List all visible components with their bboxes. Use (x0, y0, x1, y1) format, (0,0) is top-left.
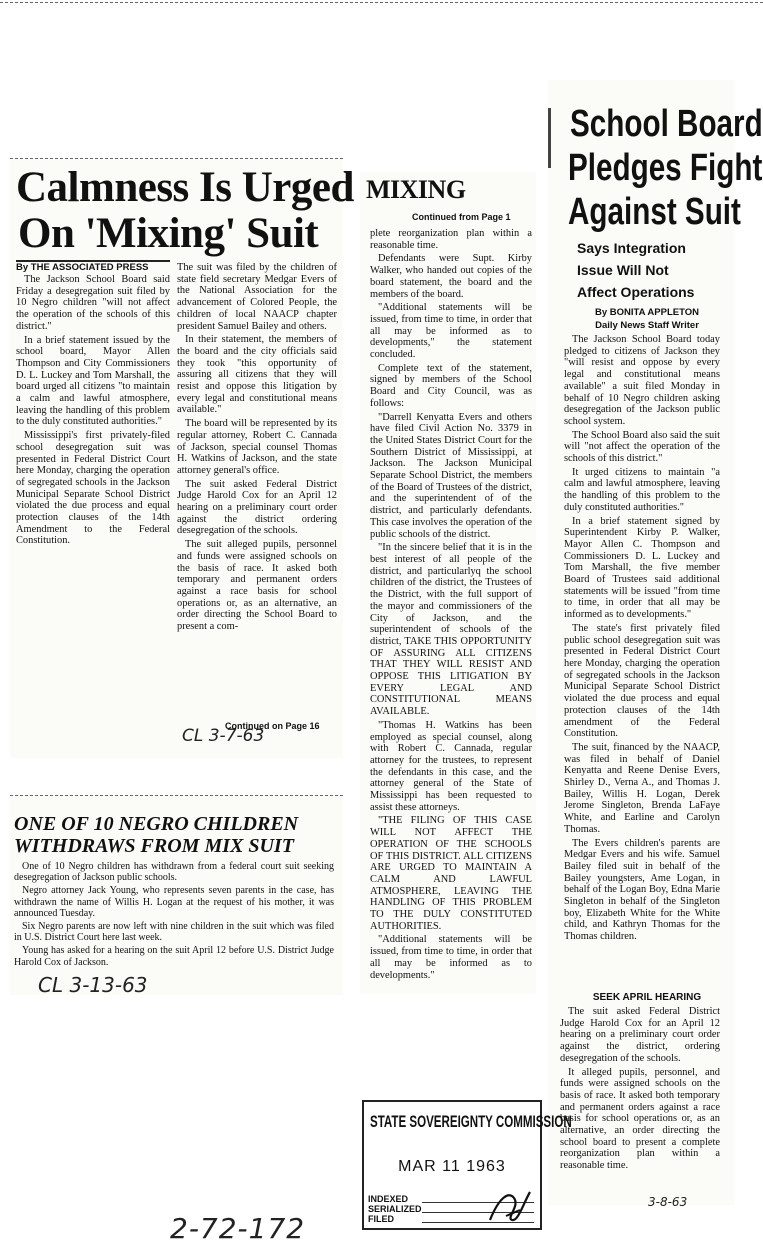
paragraph: In their statement, the members of the board and the city officials said they took "this opportunity of assuring all citizens that they will resist and oppose this litigation by every legal and constitutional means available." (177, 334, 337, 416)
paragraph: Young has asked for a hearing on the suit April 12 before U.S. District Judge Harold Cox of Jackson. (14, 945, 334, 968)
article-body (14, 861, 334, 970)
subheadline-line3: Affect Operations (577, 284, 695, 300)
handwritten-file-number: 2-72-172 (170, 1212, 306, 1245)
subheadline-line2: Issue Will Not (577, 262, 669, 278)
signature-mark-icon (484, 1180, 534, 1226)
column-1 (16, 274, 170, 549)
paragraph: The suit asked Federal District Judge Harold Cox for an April 12 hearing on a preliminary court order against the district, ordering desegregation of the schools. (560, 1006, 720, 1064)
paragraph: The suit was filed by the children of state field secretary Medgar Evers of the National Association for the advancement of Colored People, the children of local NAACP chapter president Samuel Bailey and others. (177, 262, 337, 332)
byline: By BONITA APPLETON (595, 307, 699, 318)
paragraph: Mississippi's first privately-filed school desegregation suit was presented in Federal District Court here Monday, charging the operation of segregated schools in the Jackson Municipal Separate School District violated the due process and equal protection clauses of the 14th Amendment to the Federal Constitution. (16, 430, 170, 547)
byline-title: Daily News Staff Writer (595, 320, 699, 331)
paragraph: "Additional statements will be issued, from time to time, in order that all may be informed as to developments," the statement concluded. (370, 302, 532, 361)
paragraph: Complete text of the statement, signed by members of the School Board and City Council, was as follows: (370, 362, 532, 409)
paragraph: It urged citizens to maintain "a calm and lawful atmosphere, leaving the handling of this problem to the duly constituted authorities." (564, 466, 720, 513)
clip-border-top (10, 158, 343, 159)
paragraph: The Evers children's parents are Medgar Evers and his wife. Samuel Bailey filed suit in behalf of the Bailey youngsters, Ame Logan, in behalf of the Logan Boy, Edna Marie Singleton in behalf of the Singleton boy, Elizabeth White for the White child, and Kathryn Thomas for the Thomas children. (564, 837, 720, 943)
headline-line1: School Board (570, 103, 763, 145)
paragraph: plete reorganization plan within a reasonable time. (370, 228, 532, 251)
headline-line2: Pledges Fight (568, 147, 763, 189)
headline: MIXING (366, 175, 466, 204)
paragraph: The School Board also said the suit will "not affect the operation of the schools of this district." (564, 429, 720, 465)
paragraph: Six Negro parents are now left with nine children in the suit which was filed in U.S. District Court here last week. (14, 921, 334, 944)
paragraph: In a brief statement signed by Superintendent Kirby P. Walker, Mayor Allen C. Thompson and Commissioners D. L. Luckey and Tom Marshall, the five member Board of Trustees said additional statements will be issued "from time to time, in order that all may be informed as to developments." (564, 515, 720, 621)
paragraph: One of 10 Negro children has withdrawn from a federal court suit seeking desegregation of Jackson public schools. (14, 861, 334, 884)
handwritten-date: CL 3-7-63 (182, 726, 265, 746)
stamp-rows (368, 1194, 422, 1224)
paragraph: The suit, financed by the NAACP, was filed in behalf of Daniel Kenyatta and Reene Denise Evers, Shirley D., Verna A., and Thomas J. Bailey, Willis H. Logan, Derek Jerome Singleton, Brenda LaFaye White, and Earline and Carolyn Thomas. (564, 741, 720, 835)
paragraph: "Darrell Kenyatta Evers and others have filed Civil Action No. 3379 in the United States District Court for the Southern District of Mississippi, at Jackson. The Jackson Municipal Separate School District, the members of the Board of Trustees of the district, and the superintendent of of the district, and particularly defendants. This case involves the operation of the public schools of the district. (370, 411, 532, 540)
article-body (370, 228, 532, 983)
paragraph: "Thomas H. Watkins has been employed as special counsel, along with Robert C. Cannada, regular attorney for the trustees, to represent the defendants in this case, and the attorney general of the State of Mississippi has been requested to assist these attorneys. (370, 719, 532, 813)
paragraph: The suit asked Federal District Judge Harold Cox for an April 12 hearing on a preliminary court order against the district ordering desegregation of the schools. (177, 478, 337, 537)
headline-line3: Against Suit (568, 191, 741, 233)
column-2 (177, 262, 337, 635)
edge-mark (548, 108, 551, 168)
stamp-title: STATE SOVEREIGNTY COMMISSION (370, 1112, 572, 1131)
continued-note: Continued on Page 16 (225, 721, 320, 731)
subheadline-line1: Says Integration (577, 240, 686, 256)
paragraph: "Additional statements will be issued, from time to time, in order that all may be informed as to developments." (370, 934, 532, 981)
clip-calmness (10, 158, 354, 758)
clip-mixing (360, 172, 536, 994)
handwritten-date: CL 3-13-63 (38, 973, 148, 997)
article-body-2 (560, 1006, 720, 1174)
stamp-row-serialized: SERIALIZED (368, 1204, 422, 1214)
paragraph: The Jackson School Board said Friday a desegregation suit filed by 10 Negro children "will not affect the operation of the schools of this district." (16, 274, 170, 332)
paragraph: The suit alleged pupils, personnel and funds were assigned schools on the basis of race. It asked both temporary and permanent orders against a race basis for school operations or, as an alternative, an order directing the School Board to present a com- (177, 539, 337, 633)
article-body (564, 334, 720, 945)
clip-school-board (548, 80, 763, 1209)
stamp-row-filed: FILED (368, 1214, 394, 1224)
clip-border-top (10, 795, 343, 796)
sovereignty-commission-stamp (362, 1100, 572, 1230)
paragraph: In a brief statement issued by the school board, Mayor Allen Thompson and City Commissioners D. L. Luckey and Tom Marshall, the board urged all citizens "to maintain a calm and lawful atmosphere, leaving the handling of this problem to the duly constituted authorities." (16, 334, 170, 428)
paragraph: "THE FILING OF THIS CASE WILL NOT AFFECT THE OPERATION OF THE SCHOOLS OF THIS DISTRICT. ALL CITIZENS ARE URGED TO MAINTAIN A CALM AND LAWFUL ATMOSPHERE, LEAVING THE HANDLING OF THIS PROBLEM TO THE DULY CONSTITUTED AUTHORITIES. (370, 815, 532, 932)
byline: By THE ASSOCIATED PRESS (16, 262, 149, 273)
paragraph: "In the sincere belief that it is in the best interest of all people of the district, and particularlyq the school children of the district, the Trustees of the District, with the full support of the mayor and commissioners of the City of Jackson, and the superintendent of schools of the district, TAKE THIS OPPORTUNITY OF ASSURING ALL CITIZENS THAT THEY WILL RESIST AND OPPOSE THIS LITIGATION BY EVERY LEGAL AND CONSTITUTIONAL MEANS AVAILABLE. (370, 542, 532, 718)
paragraph: The state's first privately filed public school desegregation suit was presented in Federal District Court here Monday, charging the operation of segregated schools in the Jackson Municipal Separate School District violated the due process and equal protection clauses of the 14th amendment of the Federal Constitution. (564, 622, 720, 740)
stamp-row-indexed: INDEXED (368, 1194, 409, 1204)
stamp-date: MAR 11 1963 (398, 1158, 506, 1175)
paragraph: Negro attorney Jack Young, who represents seven parents in the case, has withdrawn the name of Willis H. Logan at the request of his mother, it was announced Tuesday. (14, 885, 334, 919)
paragraph: The board will be represented by its regular attorney, Robert C. Cannada of Jackson, special counsel Thomas H. Watkins of Jackson, and the state attorney general's office. (177, 418, 337, 476)
headline-line1: Calmness Is Urged (16, 164, 354, 211)
handwritten-date: 3-8-63 (648, 1195, 688, 1209)
paragraph: The Jackson School Board today pledged to citizens of Jackson they "will resist and oppose by every legal and constitutional means available" a suit filed Monday in behalf of 10 Negro children asking desegregation of the Jackson public school system. (564, 334, 720, 427)
paragraph: Defendants were Supt. Kirby Walker, who handed out copies of the board statement, the board and the members of the board. (370, 253, 532, 300)
continued-from: Continued from Page 1 (412, 212, 511, 222)
headline-line2: WITHDRAWS FROM MIX SUIT (14, 835, 294, 857)
paragraph: It alleged pupils, personnel, and funds were assigned schools on the basis of race. It asked both temporary and permanent orders against a race basis for school operations or, as an alternative, an order directing the school board to present a complete reorganization plan within a reasonable time. (560, 1066, 720, 1172)
section-subhead: SEEK APRIL HEARING (592, 992, 702, 1003)
headline-line1: ONE OF 10 NEGRO CHILDREN (14, 813, 299, 835)
clip-withdraws (10, 795, 343, 995)
top-edge (0, 2, 763, 3)
headline-line2: On 'Mixing' Suit (18, 210, 319, 257)
subheadline (577, 237, 694, 303)
